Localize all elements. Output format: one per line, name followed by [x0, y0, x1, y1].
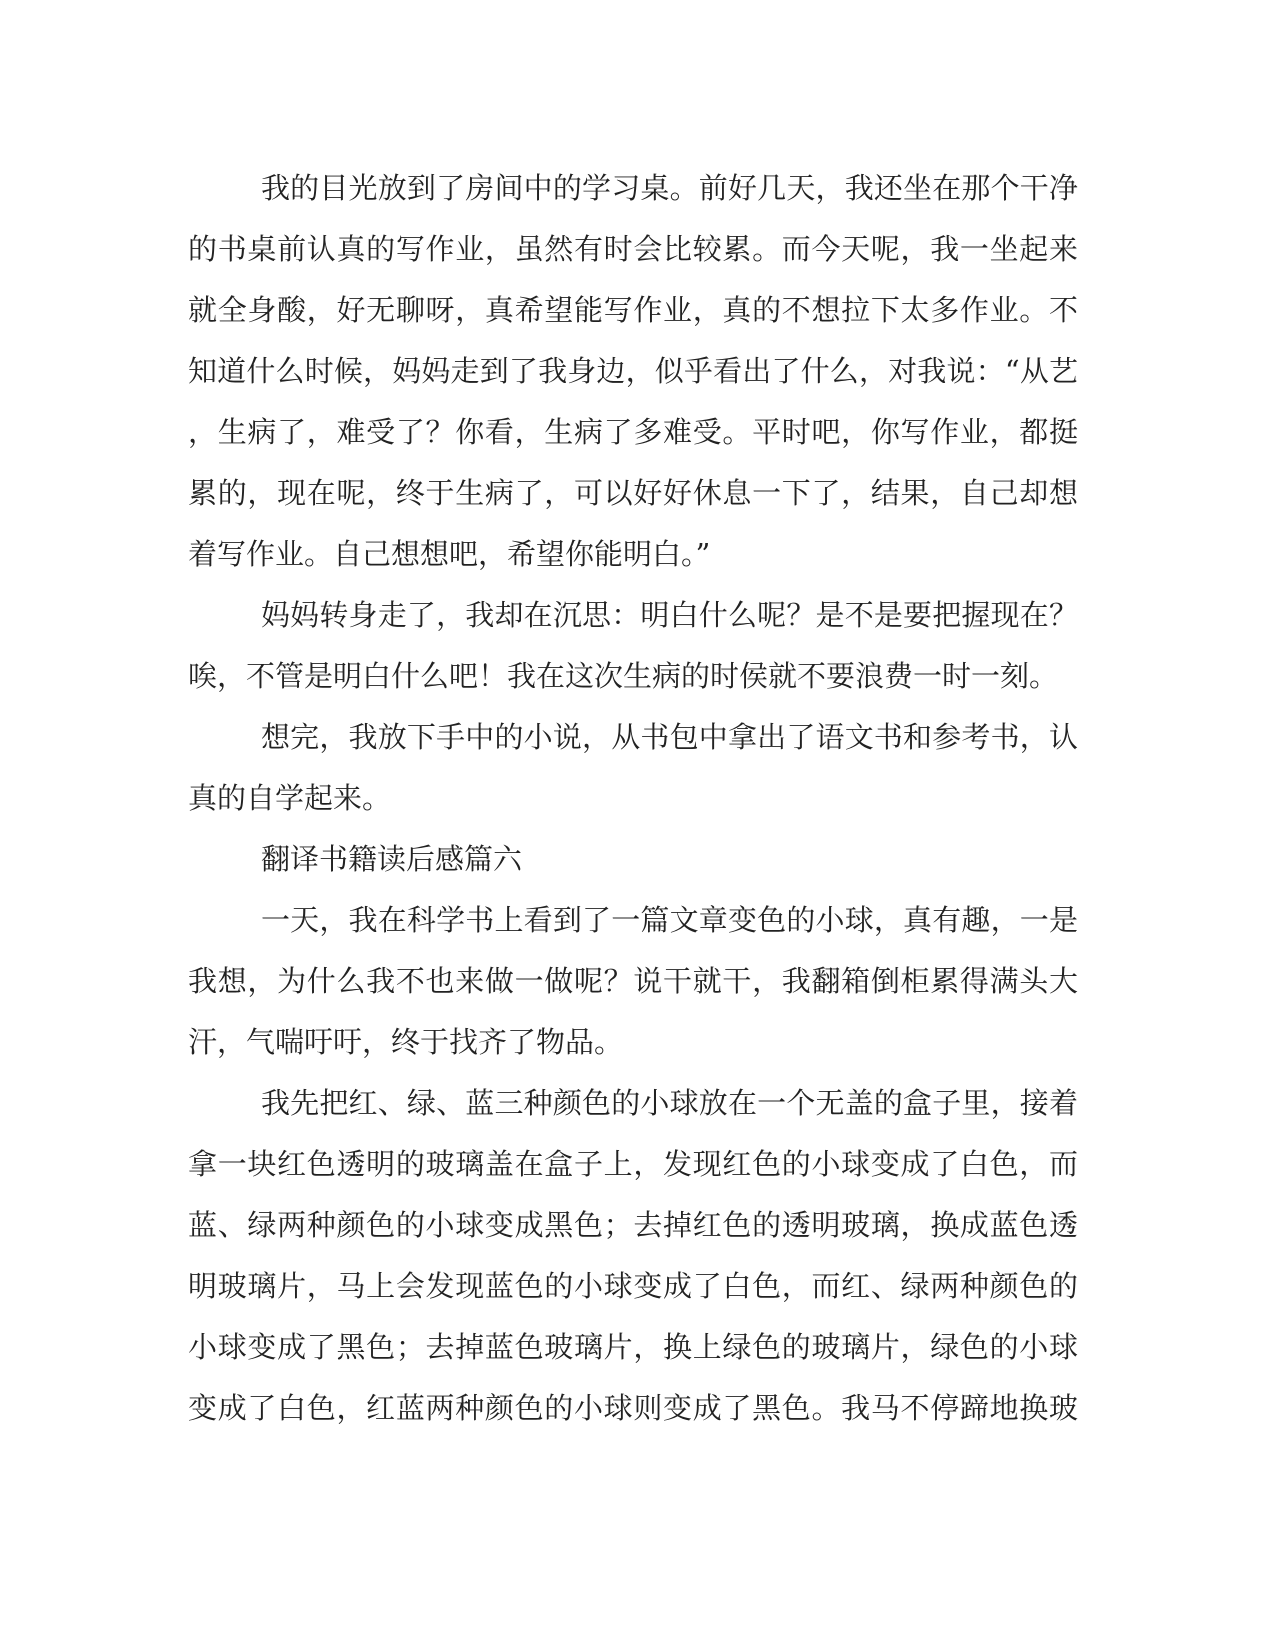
paragraph-line: 一天，我在科学书上看到了一篇文章变色的小球，真有趣，一是: [261, 903, 1078, 937]
document-body: [188, 158, 1078, 1439]
paragraph-line: 小球变成了黑色；去掉蓝色玻璃片，换上绿色的玻璃片，绿色的小球: [188, 1330, 1078, 1364]
paragraph-line: ，生病了，难受了？你看，生病了多难受。平时吧，你写作业，都挺: [188, 415, 1078, 449]
paragraph-line: 累的，现在呢，终于生病了，可以好好休息一下了，结果，自己却想: [188, 476, 1078, 510]
paragraph-last-line: 着写作业。自己想想吧，希望你能明白。”: [188, 537, 711, 571]
paragraph-line: 明玻璃片，马上会发现蓝色的小球变成了白色，而红、绿两种颜色的: [188, 1269, 1078, 1303]
paragraph-line: 妈妈转身走了，我却在沉思：明白什么呢？是不是要把握现在？: [261, 598, 1078, 632]
paragraph-line: 知道什么时候，妈妈走到了我身边，似乎看出了什么，对我说：“从艺: [188, 354, 1078, 388]
paragraph-line: 就全身酸，好无聊呀，真希望能写作业，真的不想拉下太多作业。不: [188, 293, 1078, 327]
paragraph-line: 的书桌前认真的写作业，虽然有时会比较累。而今天呢，我一坐起来: [188, 232, 1078, 266]
paragraph-line: 变成了白色，红蓝两种颜色的小球则变成了黑色。我马不停蹄地换玻: [188, 1391, 1078, 1425]
paragraph-line: 想完，我放下手中的小说，从书包中拿出了语文书和参考书，认: [261, 720, 1078, 754]
paragraph-last-line: 翻译书籍读后感篇六: [261, 842, 523, 876]
paragraph-last-line: 唉，不管是明白什么吧！我在这次生病的时侯就不要浪费一时一刻。: [188, 659, 1059, 693]
paragraph-line: 我想，为什么我不也来做一做呢？说干就干，我翻箱倒柜累得满头大: [188, 964, 1078, 998]
paragraph-last-line: 真的自学起来。: [188, 781, 392, 815]
paragraph-line: 我先把红、绿、蓝三种颜色的小球放在一个无盖的盒子里，接着: [261, 1086, 1078, 1120]
paragraph-last-line: 汗，气喘吁吁，终于找齐了物品。: [188, 1025, 624, 1059]
paragraph-line: 拿一块红色透明的玻璃盖在盒子上，发现红色的小球变成了白色，而: [188, 1147, 1078, 1181]
paragraph-line: 我的目光放到了房间中的学习桌。前好几天，我还坐在那个干净: [261, 171, 1078, 205]
paragraph-line: 蓝、绿两种颜色的小球变成黑色；去掉红色的透明玻璃，换成蓝色透: [188, 1208, 1078, 1242]
